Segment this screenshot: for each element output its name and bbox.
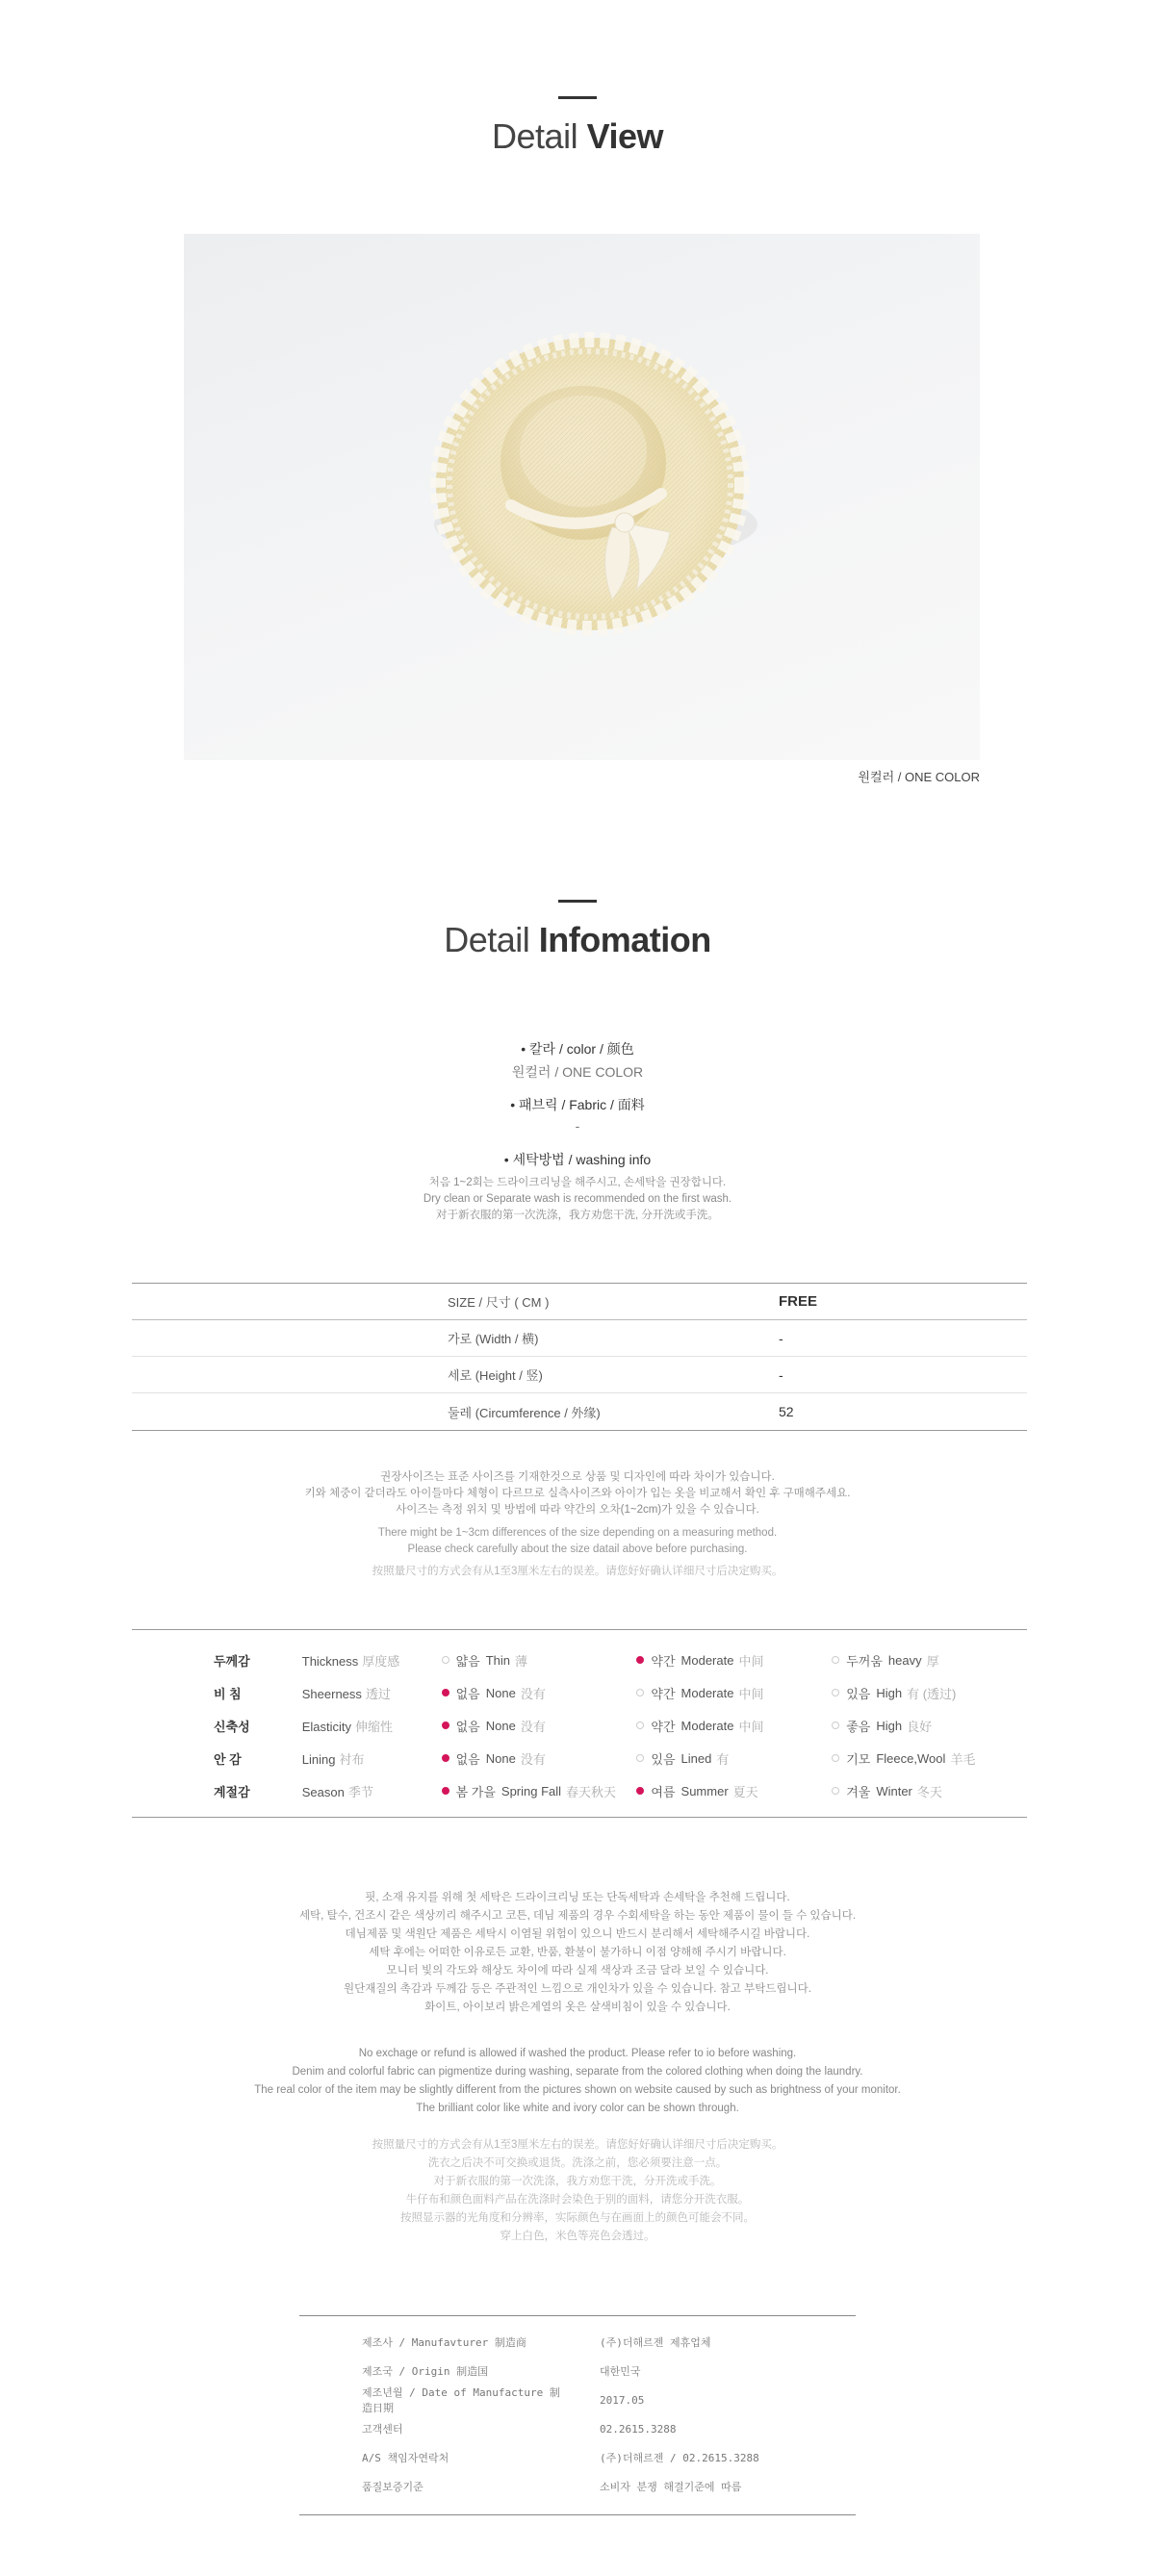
- color-value: 원컬러 / ONE COLOR: [511, 1064, 644, 1080]
- product-photo: [184, 234, 980, 760]
- option-cn: 厚: [926, 1653, 939, 1669]
- option-en: Moderate: [680, 1718, 734, 1733]
- mfr-value: 대한민국: [600, 2365, 641, 2378]
- option-ko: 있음: [651, 1751, 676, 1767]
- notice-line: 对于新衣服的第一次洗涤，我方劝您干洗，分开洗或手洗。: [433, 2176, 722, 2187]
- mfr-label: 고객센터: [362, 2423, 403, 2436]
- attribute-option: [442, 1749, 637, 1768]
- notice-line: 세탁 후에는 어떠한 이유로든 교환, 반품, 환불이 불가하니 이점 양해해 주시기 바랍니다.: [369, 1947, 786, 1958]
- unselected-dot-icon: [636, 1689, 644, 1696]
- option-en: Winter: [876, 1783, 912, 1798]
- notice-line: 按照量尺寸的方式会有从1至3厘米左右的误差。请您好好确认详细尺寸后决定购买。: [372, 2139, 783, 2151]
- option-cn: 有: [716, 1751, 730, 1767]
- washing-line: Dry clean or Separate wash is recommended on the first wash.: [423, 1193, 732, 1205]
- option-en: Spring Fall: [500, 1783, 562, 1798]
- notice-line: 핏, 소재 유지를 위해 첫 세탁은 드라이크리닝 또는 단독세탁과 손세탁을 추천해 드립니다.: [365, 1892, 790, 1903]
- option-cn: 没有: [520, 1719, 546, 1734]
- mfr-label: 제조년월 / Date of Manufacture 制造日期: [362, 2386, 560, 2414]
- size-value: -: [779, 1330, 783, 1346]
- attribute-option: [636, 1717, 832, 1735]
- attribute-name-en: [302, 1717, 442, 1735]
- notice-line: The brilliant color like white and ivory color can be shown through.: [416, 2103, 739, 2114]
- attribute-option: [442, 1651, 637, 1670]
- attribute-option: [636, 1684, 832, 1702]
- detail-info-heading: [0, 900, 1155, 960]
- option-ko: 약간: [651, 1719, 676, 1734]
- option-ko: 겨울: [846, 1784, 871, 1799]
- selected-dot-icon: [442, 1689, 449, 1696]
- attribute-name-ko: 계절감: [214, 1784, 250, 1799]
- option-ko: 약간: [651, 1653, 676, 1669]
- attribute-option: [442, 1717, 637, 1735]
- detail-info-title: Detail Infomation: [444, 920, 711, 959]
- attribute-row: [132, 1709, 1027, 1742]
- attribute-name-en: [302, 1782, 442, 1800]
- attribute-name-cn: 伸缩性: [355, 1719, 394, 1734]
- notice-line: 화이트, 아이보리 밝은계열의 옷은 살색비침이 있을 수 있습니다.: [424, 2002, 731, 2013]
- option-en: Fleece,Wool: [876, 1750, 946, 1766]
- size-note-line: 사이즈는 측정 위치 및 방법에 따라 약간의 오차(1~2cm)가 있을 수 있습니다.: [396, 1504, 759, 1516]
- attribute-name-cn: 季节: [347, 1784, 373, 1799]
- option-cn: 冬天: [916, 1784, 942, 1799]
- attribute-option: [442, 1782, 637, 1800]
- fabric-value: -: [575, 1118, 580, 1134]
- attribute-table: [132, 1629, 1027, 1818]
- manufacturer-table: [299, 2315, 856, 2515]
- option-ko: 두꺼움: [846, 1653, 883, 1669]
- option-en: Moderate: [680, 1685, 734, 1700]
- option-cn: 薄: [515, 1653, 528, 1669]
- attribute-name-cn: 衬布: [339, 1751, 365, 1767]
- fabric-info: [0, 1095, 1155, 1134]
- size-value: -: [779, 1366, 783, 1383]
- size-note-line: There might be 1~3cm differences of the size depending on a measuring method.: [377, 1527, 778, 1539]
- detail-view-title: Detail View: [492, 116, 663, 156]
- size-table-header: [132, 1284, 1027, 1320]
- mfr-value: 소비자 분쟁 해결기준에 따름: [600, 2481, 742, 2493]
- notice-line: 원단재질의 촉감과 두께감 등은 주관적인 느낌으로 개인차가 있을 수 있습니다. 참고 부탁드립니다.: [344, 1983, 811, 1995]
- option-cn: 中间: [738, 1653, 764, 1669]
- mfr-label: 제조국 / Origin 制造国: [362, 2365, 489, 2378]
- table-row: [132, 1393, 1027, 1430]
- option-en: None: [485, 1718, 516, 1733]
- notice-line: 세탁, 탈수, 건조시 같은 색상끼리 해주시고 코튼, 데님 제품의 경우 수회세탁을 하는 동안 제품이 물이 들 수 있습니다.: [298, 1910, 857, 1922]
- attribute-option: [636, 1782, 832, 1800]
- attribute-row: [132, 1644, 1027, 1676]
- size-note-en: [0, 1525, 1155, 1558]
- option-en: None: [485, 1750, 516, 1766]
- table-row: [132, 1320, 1027, 1357]
- attribute-row: [132, 1676, 1027, 1709]
- notice-ko: [0, 1889, 1155, 2017]
- attribute-name-ko: 두께감: [214, 1653, 250, 1669]
- option-cn: 没有: [520, 1686, 546, 1701]
- attribute-name-ko: 신축성: [214, 1719, 250, 1734]
- title-accent-bar: [558, 96, 597, 99]
- table-row: [299, 2472, 856, 2501]
- mfr-label: 제조사 / Manufavturer 制造商: [362, 2336, 526, 2349]
- mfr-value: (주)더해르젠 / 02.2615.3288: [600, 2452, 759, 2464]
- option-en: heavy: [887, 1652, 922, 1668]
- attribute-option: [636, 1749, 832, 1768]
- notice-line: 모니터 빛의 각도와 해상도 차이에 따라 실제 색상과 조금 달라 보일 수 있습니다.: [386, 1965, 769, 1977]
- attribute-name-en: [302, 1684, 442, 1702]
- option-en: Moderate: [680, 1652, 734, 1668]
- attribute-row: [132, 1742, 1027, 1774]
- photo-color-caption: 원컬러 / ONE COLOR: [858, 770, 980, 784]
- notice-line: Denim and colorful fabric can pigmentize during washing, separate from the colored clothing when doing the laundry.: [292, 2066, 863, 2078]
- option-ko: 있음: [846, 1686, 871, 1701]
- size-table: [132, 1283, 1027, 1431]
- unselected-dot-icon: [832, 1754, 839, 1762]
- selected-dot-icon: [442, 1722, 449, 1729]
- attribute-name-en-text: Elasticity: [301, 1719, 352, 1734]
- notice-line: 洗衣之后决不可交换或退货。洗涤之前，您必须要注意一点。: [427, 2157, 728, 2169]
- unselected-dot-icon: [636, 1754, 644, 1762]
- washing-head: • 세탁방법 / washing info: [503, 1152, 652, 1167]
- size-header-label: SIZE / 尺寸 ( CM ): [448, 1295, 550, 1310]
- option-en: Thin: [485, 1652, 511, 1668]
- option-ko: 약간: [651, 1686, 676, 1701]
- option-ko: 얇음: [455, 1653, 480, 1669]
- option-cn: 中间: [738, 1719, 764, 1734]
- size-header-value: FREE: [779, 1293, 818, 1310]
- unselected-dot-icon: [636, 1722, 644, 1729]
- unselected-dot-icon: [442, 1656, 449, 1664]
- size-note-line: 권장사이즈는 표준 사이즈를 기재한것으로 상품 및 디자인에 따라 차이가 있습니다.: [380, 1471, 775, 1483]
- notice-cn: [0, 2136, 1155, 2246]
- size-note-line: Please check carefully about the size datail above before purchasing.: [407, 1543, 748, 1555]
- mfr-value: 2017.05: [600, 2393, 645, 2407]
- option-ko: 없음: [455, 1686, 480, 1701]
- size-label: 세로 (Height / 竖): [448, 1368, 543, 1383]
- option-ko: 없음: [455, 1719, 480, 1734]
- selected-dot-icon: [442, 1787, 449, 1795]
- option-en: Summer: [680, 1783, 729, 1798]
- washing-line: 对于新衣服的第一次洗涤，我方劝您干洗, 分开洗或手洗。: [436, 1210, 719, 1221]
- option-ko: 여름: [651, 1784, 676, 1799]
- attribute-name-en-text: Sheerness: [301, 1686, 362, 1701]
- detail-view-heading: [0, 96, 1155, 157]
- attribute-option: [832, 1782, 1027, 1800]
- attribute-option: [832, 1651, 1027, 1670]
- option-en: Lined: [680, 1750, 712, 1766]
- attribute-name-en: [302, 1749, 442, 1768]
- attribute-name-en-text: Thickness: [301, 1653, 359, 1669]
- color-info: [0, 1039, 1155, 1082]
- attribute-option: [832, 1717, 1027, 1735]
- title-accent-bar: [558, 900, 597, 903]
- option-en: None: [485, 1685, 516, 1700]
- size-note-ko: [0, 1469, 1155, 1518]
- table-row: [132, 1357, 1027, 1393]
- size-label: 가로 (Width / 横): [448, 1332, 539, 1346]
- table-row: [299, 2357, 856, 2385]
- option-cn: 春天秋天: [566, 1784, 617, 1799]
- attribute-option: [832, 1749, 1027, 1768]
- option-ko: 봄 가을: [455, 1784, 496, 1799]
- table-row: [299, 2328, 856, 2357]
- table-row: [299, 2385, 856, 2414]
- size-label: 둘레 (Circumference / 外缘): [448, 1405, 601, 1420]
- option-en: High: [876, 1718, 903, 1733]
- size-note-cn: 按照量尺寸的方式会有从1至3厘米左右的误差。请您好好确认详细尺寸后决定购买。: [372, 1566, 783, 1577]
- table-row: [299, 2414, 856, 2443]
- washing-line: 처음 1~2회는 드라이크리닝을 해주시고, 손세탁을 권장합니다.: [428, 1177, 727, 1188]
- notice-line: No exchage or refund is allowed if washed the product. Please refer to io before washing.: [358, 2048, 797, 2059]
- notice-line: 데님제품 및 색원단 제품은 세탁시 이염될 위험이 있으니 반드시 분리해서 세탁해주시길 바랍니다.: [345, 1928, 810, 1940]
- option-cn: 中间: [738, 1686, 764, 1701]
- mfr-value: (주)더해르젠 제휴업체: [600, 2336, 711, 2349]
- mfr-value: 02.2615.3288: [600, 2422, 677, 2436]
- option-cn: 羊毛: [950, 1751, 976, 1767]
- size-value: 52: [779, 1404, 794, 1419]
- color-head: • 칼라 / color / 颜色: [521, 1041, 634, 1057]
- unselected-dot-icon: [832, 1689, 839, 1696]
- option-ko: 기모: [846, 1751, 871, 1767]
- selected-dot-icon: [442, 1754, 449, 1762]
- notice-line: The real color of the item may be slightly different from the pictures shown on website caused by such as brightness of your monitor.: [254, 2084, 901, 2096]
- attribute-option: [636, 1651, 832, 1670]
- notice-line: 牛仔布和颜色面料产品在洗涤时会染色于别的面料，请您分开洗衣服。: [405, 2194, 750, 2206]
- attribute-name-ko: 안 감: [214, 1751, 242, 1767]
- mfr-label: 품질보증기준: [362, 2481, 424, 2493]
- attribute-option: [442, 1684, 637, 1702]
- option-cn: 有 (透过): [907, 1686, 957, 1701]
- attribute-name-en: [302, 1651, 442, 1670]
- option-cn: 良好: [907, 1719, 933, 1734]
- option-en: High: [876, 1685, 903, 1700]
- option-ko: 좋음: [846, 1719, 871, 1734]
- selected-dot-icon: [636, 1787, 644, 1795]
- unselected-dot-icon: [832, 1787, 839, 1795]
- unselected-dot-icon: [832, 1656, 839, 1664]
- option-ko: 없음: [455, 1751, 480, 1767]
- attribute-name-en-text: Lining: [301, 1751, 336, 1767]
- notice-line: 穿上白色，米色等亮色会透过。: [500, 2231, 655, 2242]
- option-cn: 夏天: [732, 1784, 758, 1799]
- attribute-option: [832, 1684, 1027, 1702]
- attribute-name-ko: 비 침: [214, 1686, 242, 1701]
- notice-line: 按照显示器的光角度和分辨率，实际颜色与在画面上的颜色可能会不同。: [400, 2212, 755, 2224]
- attribute-name-cn: 厚度感: [362, 1653, 400, 1669]
- notice-en: [0, 2045, 1155, 2118]
- option-cn: 没有: [520, 1751, 546, 1767]
- washing-info: [0, 1150, 1155, 1224]
- attribute-name-cn: 透过: [365, 1686, 391, 1701]
- selected-dot-icon: [636, 1656, 644, 1664]
- straw-hat-image: [184, 234, 980, 760]
- size-note-line: 키와 체중이 같더라도 아이들마다 체형이 다르므로 실측사이즈와 아이가 입는 옷을 비교해서 확인 후 구매해주세요.: [304, 1488, 851, 1499]
- table-row: [299, 2443, 856, 2472]
- attribute-name-en-text: Season: [301, 1784, 345, 1799]
- mfr-label: A/S 책임자연락처: [362, 2452, 449, 2464]
- unselected-dot-icon: [832, 1722, 839, 1729]
- fabric-head: • 패브릭 / Fabric / 面料: [510, 1097, 645, 1112]
- attribute-row: [132, 1774, 1027, 1807]
